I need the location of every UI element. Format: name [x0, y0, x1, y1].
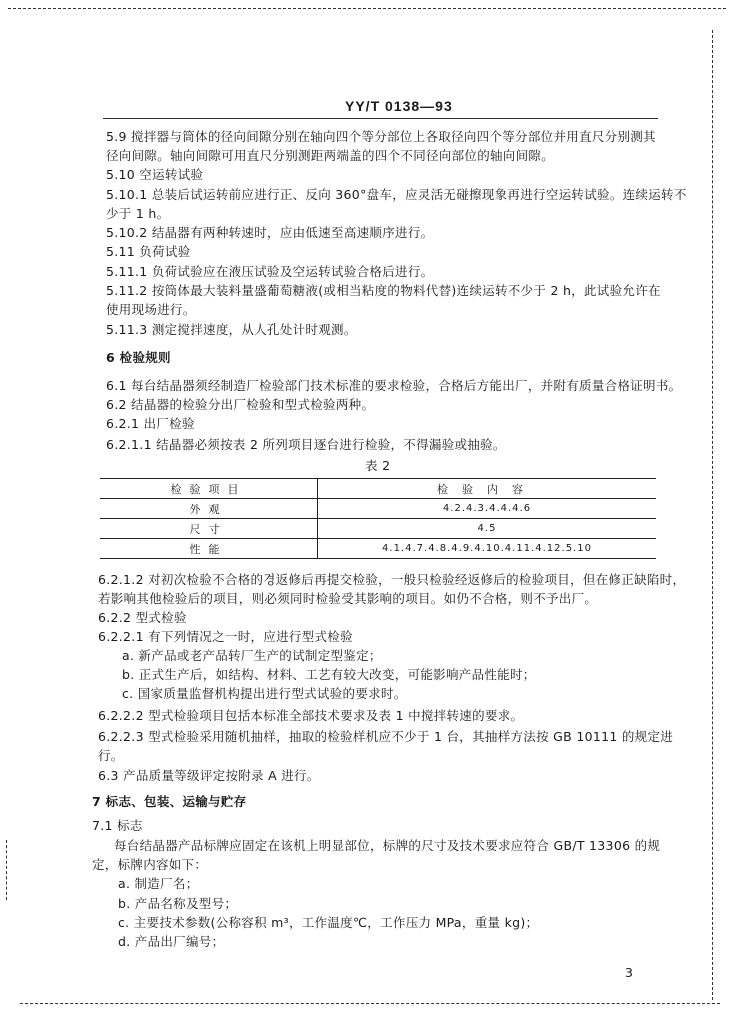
text-line: 5.11.1 负荷试验应在液压试验及空运转试验合格后进行。 — [106, 264, 434, 279]
list-item: c. 国家质量监督机构提出进行型式试验的要求时。 — [122, 686, 407, 701]
list-item: b. 正式生产后，如结构、材料、工艺有较大改变，可能影响产品性能时； — [122, 667, 536, 682]
top-dashed-border — [8, 8, 726, 9]
text-line: 5.10 空运转试验 — [106, 167, 204, 182]
table-cell: 4.2.4.3.4.4.4.6 — [318, 499, 657, 519]
table-caption: 表 2 — [365, 458, 391, 473]
text-line: 6.2.1.1 结晶器必须按表 2 所列项目逐台进行检验，不得漏验或抽验。 — [106, 437, 506, 452]
table-header-cell: 检验项目 — [100, 479, 318, 499]
text-line: 5.9 搅拌器与筒体的径向间隙分别在轴向四个等分部位上各取径向四个等分部位并用直尺分别测其 — [106, 129, 656, 144]
text-line: 5.11.3 测定搅拌速度，从人孔处计时观测。 — [106, 322, 357, 337]
text-line: 使用现场进行。 — [106, 302, 196, 317]
bottom-dashed-border — [20, 1003, 720, 1004]
text-line: 行。 — [98, 748, 124, 763]
text-line: 若影响其他检验后的项目，则必须同时检验受其影响的项目。如仍不合格，则不予出厂。 — [98, 591, 598, 606]
section-heading: 7 标志、包装、运输与贮存 — [92, 794, 247, 809]
list-item: a. 新产品或老产品转厂生产的试制定型鉴定； — [122, 648, 382, 663]
section-heading: 6 检验规则 — [106, 350, 171, 365]
text-line: 6.2.2.3 型式检验采用随机抽样，抽取的检验样机应不少于 1 台，其抽样方法按 GB 10111 的规定进 — [98, 729, 674, 744]
page-number: 3 — [625, 965, 634, 980]
text-line: 6.2 结晶器的检验分出厂检验和型式检验两种。 — [106, 397, 375, 412]
table-cell: 4.5 — [318, 519, 657, 539]
text-line: 径向间隙。轴向间隙可用直尺分别测距两端盖的四个不同径向部位的轴向间隙。 — [106, 148, 555, 163]
table-row — [100, 539, 656, 559]
text-line: 少于 1 h。 — [106, 206, 170, 221]
text-line: 6.2.1 出厂检验 — [106, 416, 195, 431]
text-line: 5.11.2 按筒体最大装料量盛葡萄糖液(或相当粘度的物料代替)连续运转不少于 2 h，此试验允许在 — [106, 283, 661, 298]
text-line: 7.1 标志 — [92, 818, 143, 833]
text-line: 5.10.2 结晶器有两种转速时，应由低速至高速顺序进行。 — [106, 225, 434, 240]
text-line: 6.2.2.1 有下列情况之一时，应进行型式检验 — [98, 629, 353, 644]
right-dashed-border — [712, 30, 713, 1000]
table-cell: 性能 — [100, 539, 318, 559]
list-item: d. 产品出厂编号； — [118, 934, 225, 949]
document-header: YY/T 0138—93 — [345, 98, 453, 114]
text-line: 5.10.1 总装后试运转前应进行正、反向 360°盘车，应灵活无碰擦现象再进行空运转试验。连续运转不 — [106, 187, 687, 202]
inspection-table — [100, 478, 656, 559]
text-line: 6.2.2 型式检验 — [98, 610, 187, 625]
text-line: 6.2.2.2 型式检验项目包括本标准全部技术要求及表 1 中搅拌转速的要求。 — [98, 708, 524, 723]
left-dashed-border — [6, 840, 7, 900]
list-item: c. 主要技术参数(公称容积 m³，工作温度℃，工作压力 MPa，重量 kg)； — [118, 915, 539, 930]
table-cell: 4.1.4.7.4.8.4.9.4.10.4.11.4.12.5.10 — [318, 539, 657, 559]
text-line: 定，标牌内容如下： — [92, 857, 208, 872]
table-header-cell: 检验内容 — [318, 479, 657, 499]
table-row — [100, 499, 656, 519]
text-line: 6.2.1.2 对初次检验不合格的경返修后再提交检验，一般只检验经返修后的检验项目，但在修正缺陷时， — [98, 572, 686, 587]
table-row — [100, 519, 656, 539]
list-item: b. 产品名称及型号； — [118, 896, 238, 911]
text-line: 每台结晶器产品标牌应固定在该机上明显部位，标牌的尺寸及技术要求应符合 GB/T 13306 的规 — [114, 838, 661, 853]
list-item: a. 制造厂名； — [118, 876, 199, 891]
table-cell: 尺寸 — [100, 519, 318, 539]
text-line: 6.3 产品质量等级评定按附录 A 进行。 — [98, 768, 320, 783]
table-cell: 外观 — [100, 499, 318, 519]
text-line: 5.11 负荷试验 — [106, 244, 191, 259]
text-line: 6.1 每台结晶器须经制造厂检验部门技术标准的要求检验，合格后方能出厂，并附有质量合格证明书。 — [106, 378, 682, 393]
table-header-row — [100, 479, 656, 499]
header-rule — [103, 118, 658, 119]
